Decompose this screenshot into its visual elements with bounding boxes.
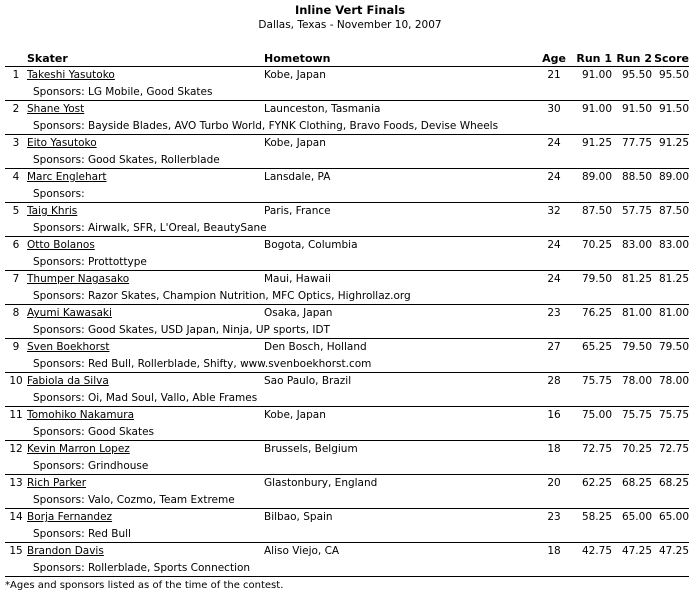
run2-cell: 47.25: [621, 545, 652, 558]
sponsor-row: [5, 526, 689, 543]
sponsor-spacer: [5, 84, 27, 101]
skater-name-cell: [27, 441, 264, 458]
age-cell: 32: [547, 205, 561, 218]
table-row: [5, 135, 689, 152]
sponsor-row: [5, 390, 689, 407]
run2-cell: 68.25: [621, 477, 652, 490]
age-cell: 18: [547, 545, 561, 558]
sponsor-spacer: [5, 356, 27, 373]
hometown-cell: Glastonbury, England: [264, 477, 378, 490]
sponsor-row: [5, 84, 689, 101]
sponsor-spacer: [5, 220, 27, 237]
rank-cell: 3: [12, 137, 20, 150]
table-row: [5, 101, 689, 118]
sponsors-label: Sponsors:: [33, 357, 85, 370]
sponsors-list: Bayside Blades, AVO Turbo World, FYNK Clothing, Bravo Foods, Devise Wheels: [87, 119, 499, 132]
rank-cell: 7: [12, 273, 20, 286]
rank-cell: 15: [9, 545, 23, 558]
skater-link[interactable]: Kevin Marron Lopez: [27, 443, 130, 456]
score-header: Score: [652, 48, 689, 67]
score-cell: 47.25: [658, 545, 689, 558]
table-row: [5, 543, 689, 560]
skater-link[interactable]: Takeshi Yasutoko: [27, 69, 115, 82]
score-cell: 89.00: [658, 171, 689, 184]
sponsors-list: Razor Skates, Champion Nutrition, MFC Optics, Highrollaz.org: [87, 289, 411, 302]
score-cell: 78.00: [658, 375, 689, 388]
age-cell: 24: [547, 137, 561, 150]
skater-name-cell: [27, 543, 264, 560]
table-row: [5, 67, 689, 84]
score-cell: 87.50: [658, 205, 689, 218]
sponsor-row: [5, 118, 689, 135]
hometown-cell: Kobe, Japan: [264, 69, 326, 82]
run2-cell: 88.50: [621, 171, 652, 184]
page-title: Inline Vert Finals: [294, 3, 406, 17]
skater-link[interactable]: Shane Yost: [27, 103, 85, 116]
rank-cell: 6: [12, 239, 20, 252]
score-cell: 81.00: [658, 307, 689, 320]
skater-link[interactable]: Brandon Davis: [27, 545, 104, 558]
age-cell: 23: [547, 307, 561, 320]
run2-cell: 78.00: [621, 375, 652, 388]
sponsor-spacer: [5, 458, 27, 475]
age-cell: 24: [547, 171, 561, 184]
sponsors-list: Red Bull: [87, 527, 131, 540]
skater-link[interactable]: Rich Parker: [27, 477, 87, 490]
age-cell: 24: [547, 273, 561, 286]
sponsor-spacer: [5, 526, 27, 543]
sponsors-label: Sponsors:: [33, 255, 85, 268]
run2-cell: 70.25: [621, 443, 652, 456]
hometown-cell: Brussels, Belgium: [264, 443, 358, 456]
sponsors-list: Grindhouse: [87, 459, 149, 472]
sponsors-label: Sponsors:: [33, 289, 85, 302]
hometown-cell: Sao Paulo, Brazil: [264, 375, 352, 388]
sponsors-list: Good Skates, USD Japan, Ninja, UP sports, IDT: [87, 323, 330, 336]
score-cell: 81.25: [658, 273, 689, 286]
rank-cell: 13: [9, 477, 23, 490]
rank-cell: 12: [9, 443, 23, 456]
sponsors-list: Rollerblade, Sports Connection: [87, 561, 251, 574]
run2-cell: 95.50: [621, 69, 652, 82]
table-row: [5, 237, 689, 254]
skater-name-cell: [27, 135, 264, 152]
rank-cell: 5: [12, 205, 20, 218]
age-cell: 27: [547, 341, 561, 354]
sponsor-spacer: [5, 560, 27, 577]
rank-cell: 14: [9, 511, 23, 524]
score-cell: 68.25: [658, 477, 689, 490]
run1-cell: 75.00: [581, 409, 612, 422]
sponsor-spacer: [5, 152, 27, 169]
table-row: [5, 407, 689, 424]
sponsors-cell: [27, 84, 689, 101]
run2-cell: 75.75: [621, 409, 652, 422]
skater-name-cell: [27, 101, 264, 118]
hometown-header: Hometown: [264, 48, 534, 67]
skater-name-cell: [27, 373, 264, 390]
hometown-cell: Kobe, Japan: [264, 137, 326, 150]
sponsors-label: Sponsors:: [33, 323, 85, 336]
skater-link[interactable]: Thumper Nagasako: [27, 273, 130, 286]
rank-header: [5, 48, 27, 67]
age-cell: 16: [547, 409, 561, 422]
hometown-cell: Launceston, Tasmania: [264, 103, 381, 116]
score-cell: 79.50: [658, 341, 689, 354]
sponsors-list: LG Mobile, Good Skates: [87, 85, 213, 98]
sponsor-row: [5, 288, 689, 305]
sponsor-spacer: [5, 492, 27, 509]
skater-name-cell: [27, 305, 264, 322]
sponsors-list: Good Skates: [87, 425, 155, 438]
table-row: [5, 373, 689, 390]
skater-name-cell: [27, 169, 264, 186]
table-row: [5, 169, 689, 186]
sponsors-list: Good Skates, Rollerblade: [87, 153, 220, 166]
run2-cell: 91.50: [621, 103, 652, 116]
run2-cell: 83.00: [621, 239, 652, 252]
run1-cell: 79.50: [581, 273, 612, 286]
sponsor-spacer: [5, 186, 27, 203]
run1-cell: 65.25: [581, 341, 612, 354]
age-cell: 24: [547, 239, 561, 252]
sponsors-label: Sponsors:: [33, 425, 85, 438]
hometown-cell: Paris, France: [264, 205, 331, 218]
age-cell: 21: [547, 69, 561, 82]
sponsors-label: Sponsors:: [33, 527, 85, 540]
sponsors-list: Airwalk, SFR, L'Oreal, BeautySane: [87, 221, 267, 234]
sponsors-label: Sponsors:: [33, 459, 85, 472]
run1-cell: 42.75: [581, 545, 612, 558]
skater-name-cell: [27, 237, 264, 254]
skater-name-cell: [27, 339, 264, 356]
sponsor-spacer: [5, 390, 27, 407]
sponsors-list: Red Bull, Rollerblade, Shifty, www.svenboekhorst.com: [87, 357, 372, 370]
sponsors-label: Sponsors:: [33, 187, 85, 200]
sponsor-row: [5, 424, 689, 441]
sponsor-row: [5, 492, 689, 509]
score-cell: 83.00: [658, 239, 689, 252]
run2-header: Run 2: [612, 48, 652, 67]
age-cell: 20: [547, 477, 561, 490]
sponsors-cell: [27, 322, 689, 339]
sponsor-spacer: [5, 254, 27, 271]
rank-cell: 9: [12, 341, 20, 354]
sponsor-row: [5, 356, 689, 373]
run2-cell: 81.25: [621, 273, 652, 286]
run1-cell: 72.75: [581, 443, 612, 456]
rank-cell: 11: [9, 409, 23, 422]
run1-cell: 89.00: [581, 171, 612, 184]
run1-cell: 70.25: [581, 239, 612, 252]
results-table: [5, 48, 689, 577]
skater-link[interactable]: Tomohiko Nakamura: [27, 409, 134, 422]
rank-cell: 4: [12, 171, 20, 184]
sponsors-label: Sponsors:: [33, 119, 85, 132]
sponsor-row: [5, 186, 689, 203]
skater-name-cell: [27, 475, 264, 492]
table-row: [5, 475, 689, 492]
skater-link[interactable]: Otto Bolanos: [27, 239, 95, 252]
run2-cell: 81.00: [621, 307, 652, 320]
hometown-cell: Den Bosch, Holland: [264, 341, 367, 354]
sponsor-row: [5, 152, 689, 169]
age-cell: 30: [547, 103, 561, 116]
sponsors-cell: [27, 220, 689, 237]
sponsors-cell: [27, 254, 689, 271]
sponsors-cell: [27, 288, 689, 305]
sponsors-cell: [27, 458, 689, 475]
sponsors-list: Prottottype: [87, 255, 147, 268]
skater-link[interactable]: Taig Khris: [27, 205, 78, 218]
score-cell: 91.50: [658, 103, 689, 116]
sponsors-cell: [27, 560, 689, 577]
sponsor-row: [5, 458, 689, 475]
score-cell: 65.00: [658, 511, 689, 524]
skater-name-cell: [27, 271, 264, 288]
hometown-cell: Lansdale, PA: [264, 171, 331, 184]
event-subtitle: Dallas, Texas - November 10, 2007: [258, 19, 442, 31]
age-cell: 28: [547, 375, 561, 388]
sponsor-spacer: [5, 322, 27, 339]
sponsors-label: Sponsors:: [33, 391, 85, 404]
skater-name-cell: [27, 67, 264, 84]
hometown-cell: Bogota, Columbia: [264, 239, 358, 252]
rank-cell: 8: [12, 307, 20, 320]
table-row: [5, 305, 689, 322]
sponsor-row: [5, 220, 689, 237]
skater-link[interactable]: Sven Boekhorst: [27, 341, 110, 354]
run1-cell: 62.25: [581, 477, 612, 490]
hometown-cell: Bilbao, Spain: [264, 511, 333, 524]
sponsors-list: Valo, Cozmo, Team Extreme: [87, 493, 235, 506]
sponsors-cell: [27, 186, 689, 203]
skater-name-cell: [27, 509, 264, 526]
age-cell: 23: [547, 511, 561, 524]
run2-cell: 77.75: [621, 137, 652, 150]
table-row: [5, 509, 689, 526]
run1-cell: 91.00: [581, 103, 612, 116]
skater-link[interactable]: Eito Yasutoko: [27, 137, 97, 150]
age-header: Age: [534, 48, 574, 67]
skater-header: Skater: [27, 48, 264, 67]
score-cell: 91.25: [658, 137, 689, 150]
score-cell: 75.75: [658, 409, 689, 422]
table-row: [5, 441, 689, 458]
sponsors-cell: [27, 526, 689, 543]
skater-link[interactable]: Ayumi Kawasaki: [27, 307, 112, 320]
sponsors-cell: [27, 356, 689, 373]
run1-cell: 58.25: [581, 511, 612, 524]
rank-cell: 2: [12, 103, 20, 116]
sponsor-spacer: [5, 118, 27, 135]
hometown-cell: Osaka, Japan: [264, 307, 333, 320]
skater-name-cell: [27, 203, 264, 220]
skater-link[interactable]: Borja Fernandez: [27, 511, 113, 524]
table-row: [5, 203, 689, 220]
hometown-cell: Maui, Hawaii: [264, 273, 331, 286]
sponsor-row: [5, 560, 689, 577]
skater-link[interactable]: Marc Englehart: [27, 171, 107, 184]
table-row: [5, 271, 689, 288]
score-cell: 95.50: [658, 69, 689, 82]
table-row: [5, 339, 689, 356]
sponsor-spacer: [5, 288, 27, 305]
run1-cell: 76.25: [581, 307, 612, 320]
sponsor-spacer: [5, 424, 27, 441]
score-cell: 72.75: [658, 443, 689, 456]
rank-cell: 10: [9, 375, 23, 388]
skater-link[interactable]: Fabiola da Silva: [27, 375, 109, 388]
sponsors-cell: [27, 390, 689, 407]
hometown-cell: Aliso Viejo, CA: [264, 545, 340, 558]
sponsors-cell: [27, 152, 689, 169]
run1-cell: 87.50: [581, 205, 612, 218]
run1-cell: 75.75: [581, 375, 612, 388]
run2-cell: 79.50: [621, 341, 652, 354]
sponsors-label: Sponsors:: [33, 493, 85, 506]
sponsors-label: Sponsors:: [33, 153, 85, 166]
sponsors-label: Sponsors:: [33, 221, 85, 234]
rank-cell: 1: [12, 69, 20, 82]
run1-cell: 91.25: [581, 137, 612, 150]
sponsors-list: Oi, Mad Soul, Vallo, Able Frames: [87, 391, 258, 404]
run1-header: Run 1: [574, 48, 612, 67]
footnote: *Ages and sponsors listed as of the time of the contest.: [5, 580, 284, 591]
age-cell: 18: [547, 443, 561, 456]
header-row: [5, 48, 689, 67]
sponsor-row: [5, 322, 689, 339]
skater-name-cell: [27, 407, 264, 424]
sponsors-label: Sponsors:: [33, 85, 85, 98]
hometown-cell: Kobe, Japan: [264, 409, 326, 422]
run1-cell: 91.00: [581, 69, 612, 82]
run2-cell: 65.00: [621, 511, 652, 524]
sponsors-label: Sponsors:: [33, 561, 85, 574]
sponsors-cell: [27, 424, 689, 441]
sponsor-row: [5, 254, 689, 271]
results-body: [5, 67, 689, 577]
sponsors-cell: [27, 118, 689, 135]
sponsors-cell: [27, 492, 689, 509]
run2-cell: 57.75: [621, 205, 652, 218]
